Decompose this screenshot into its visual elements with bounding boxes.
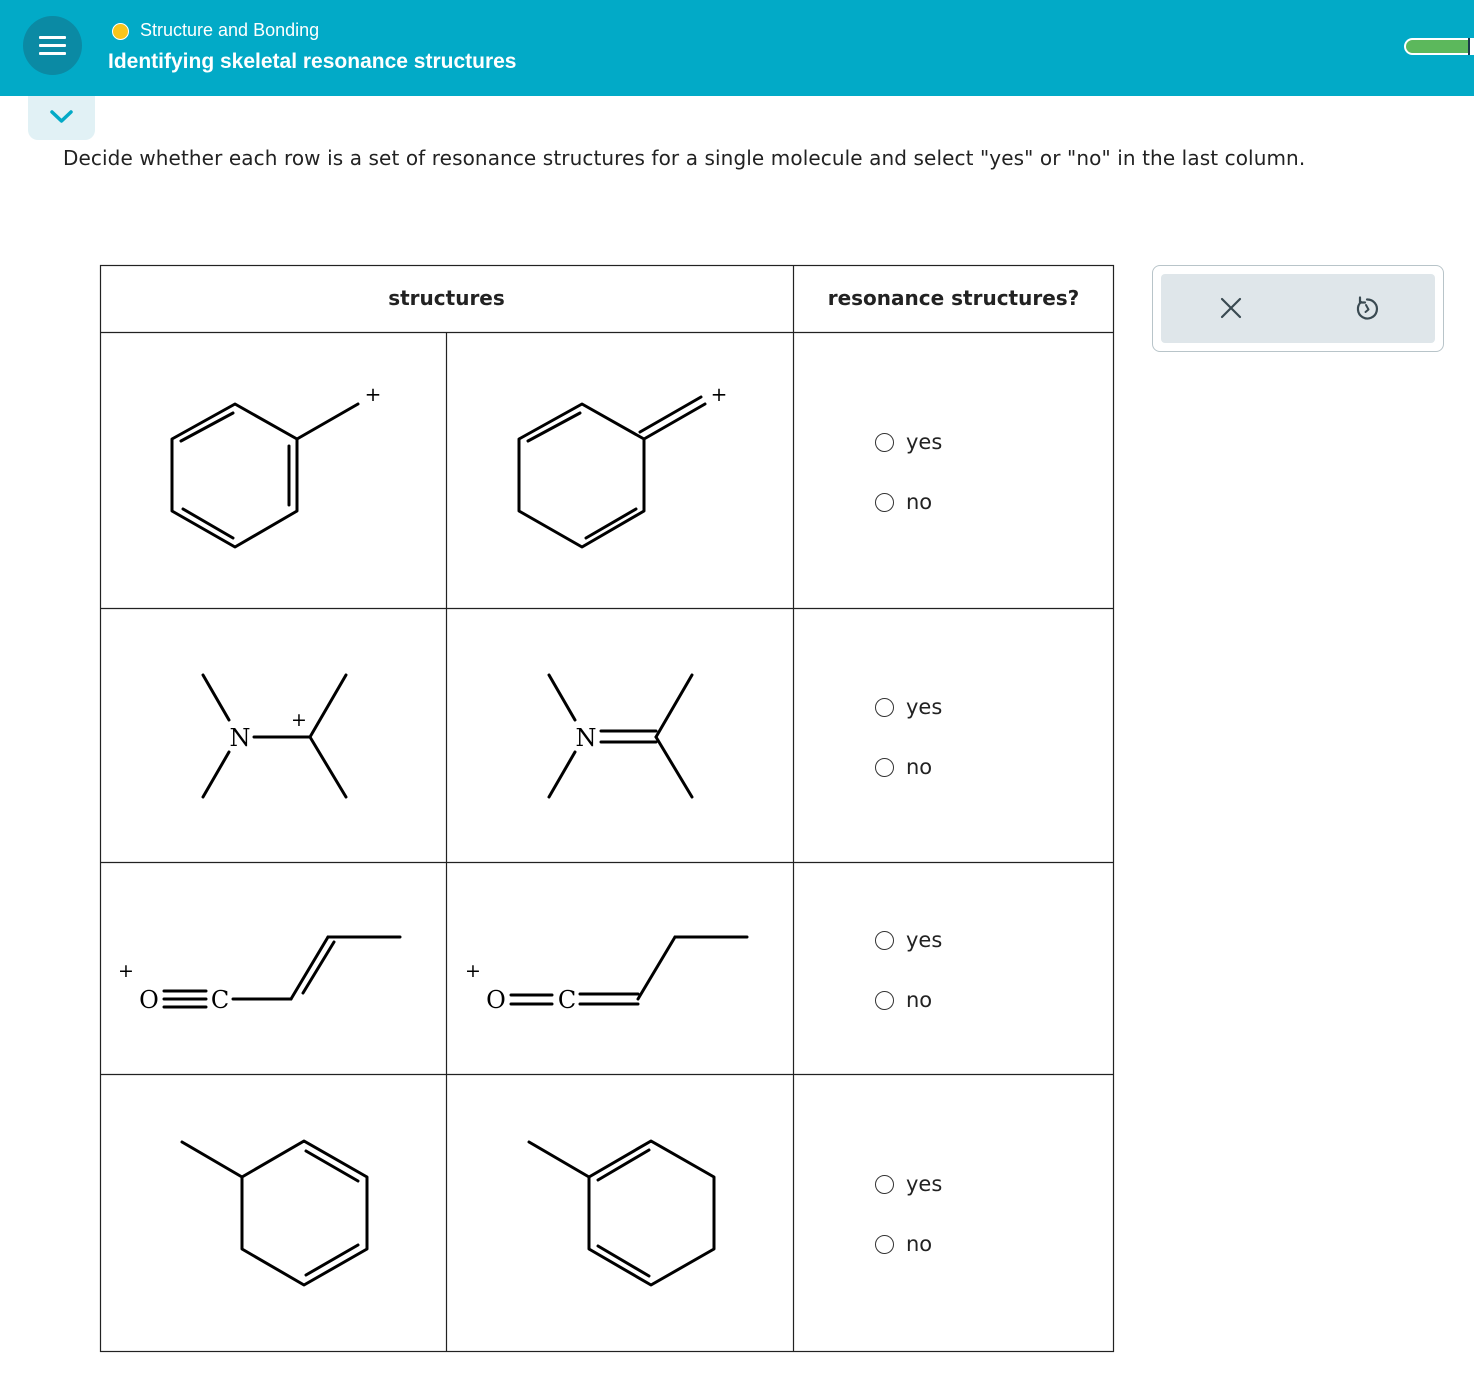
radio-icon[interactable]	[875, 1235, 894, 1254]
radio-icon[interactable]	[875, 493, 894, 512]
row1-right-charge: +	[710, 382, 728, 406]
row3-left-c-atom: C	[210, 986, 230, 1014]
row2-left-n-atom: N	[229, 724, 251, 752]
radio-icon[interactable]	[875, 698, 894, 717]
tools-panel	[1152, 265, 1444, 352]
row1-yes-label: yes	[906, 430, 943, 454]
resonance-header: resonance structures?	[827, 286, 1080, 310]
row2-right-n-atom: N	[575, 724, 597, 752]
radio-icon[interactable]	[875, 931, 894, 950]
row2-left-charge: +	[291, 709, 307, 731]
row2-yes-label: yes	[906, 695, 943, 719]
row1-no-label: no	[906, 490, 933, 514]
radio-icon[interactable]	[875, 433, 894, 452]
row1-yes-option[interactable]	[875, 430, 942, 454]
row2-yes-option[interactable]	[875, 695, 942, 719]
row4-no-option[interactable]	[875, 1232, 932, 1256]
row3-right-charge: +	[465, 960, 481, 982]
row1-left-charge: +	[364, 382, 382, 406]
x-icon	[1219, 296, 1243, 320]
row1-no-option[interactable]	[875, 490, 932, 514]
row4-right-molecule	[529, 1141, 714, 1285]
radio-icon[interactable]	[875, 758, 894, 777]
row4-left-molecule	[182, 1141, 367, 1285]
row3-left-charge: +	[118, 960, 134, 982]
row2-no-option[interactable]	[875, 755, 932, 779]
radio-icon[interactable]	[875, 991, 894, 1010]
row3-yes-label: yes	[906, 928, 943, 952]
reset-button[interactable]	[1354, 296, 1380, 326]
instructions: Decide whether each row is a set of resonance structures for a single molecule and select "yes" or "no" in the last column.	[63, 146, 1306, 170]
tools-inner	[1161, 274, 1435, 343]
structures-header: structures	[388, 286, 505, 310]
row3-right-c-atom: C	[557, 986, 577, 1014]
undo-icon	[1354, 296, 1380, 322]
row3-no-label: no	[906, 988, 933, 1012]
page-title: Identifying skeletal resonance structures	[108, 50, 517, 73]
row3-yes-option[interactable]	[875, 928, 942, 952]
row4-yes-option[interactable]	[875, 1172, 942, 1196]
row4-yes-label: yes	[906, 1172, 943, 1196]
row3-no-option[interactable]	[875, 988, 932, 1012]
row3-right-o-atom: O	[486, 986, 506, 1014]
topic-label: Structure and Bonding	[140, 20, 320, 40]
radio-icon[interactable]	[875, 1175, 894, 1194]
row2-no-label: no	[906, 755, 933, 779]
row4-no-label: no	[906, 1232, 933, 1256]
row3-left-o-atom: O	[139, 986, 159, 1014]
clear-button[interactable]	[1219, 296, 1243, 324]
